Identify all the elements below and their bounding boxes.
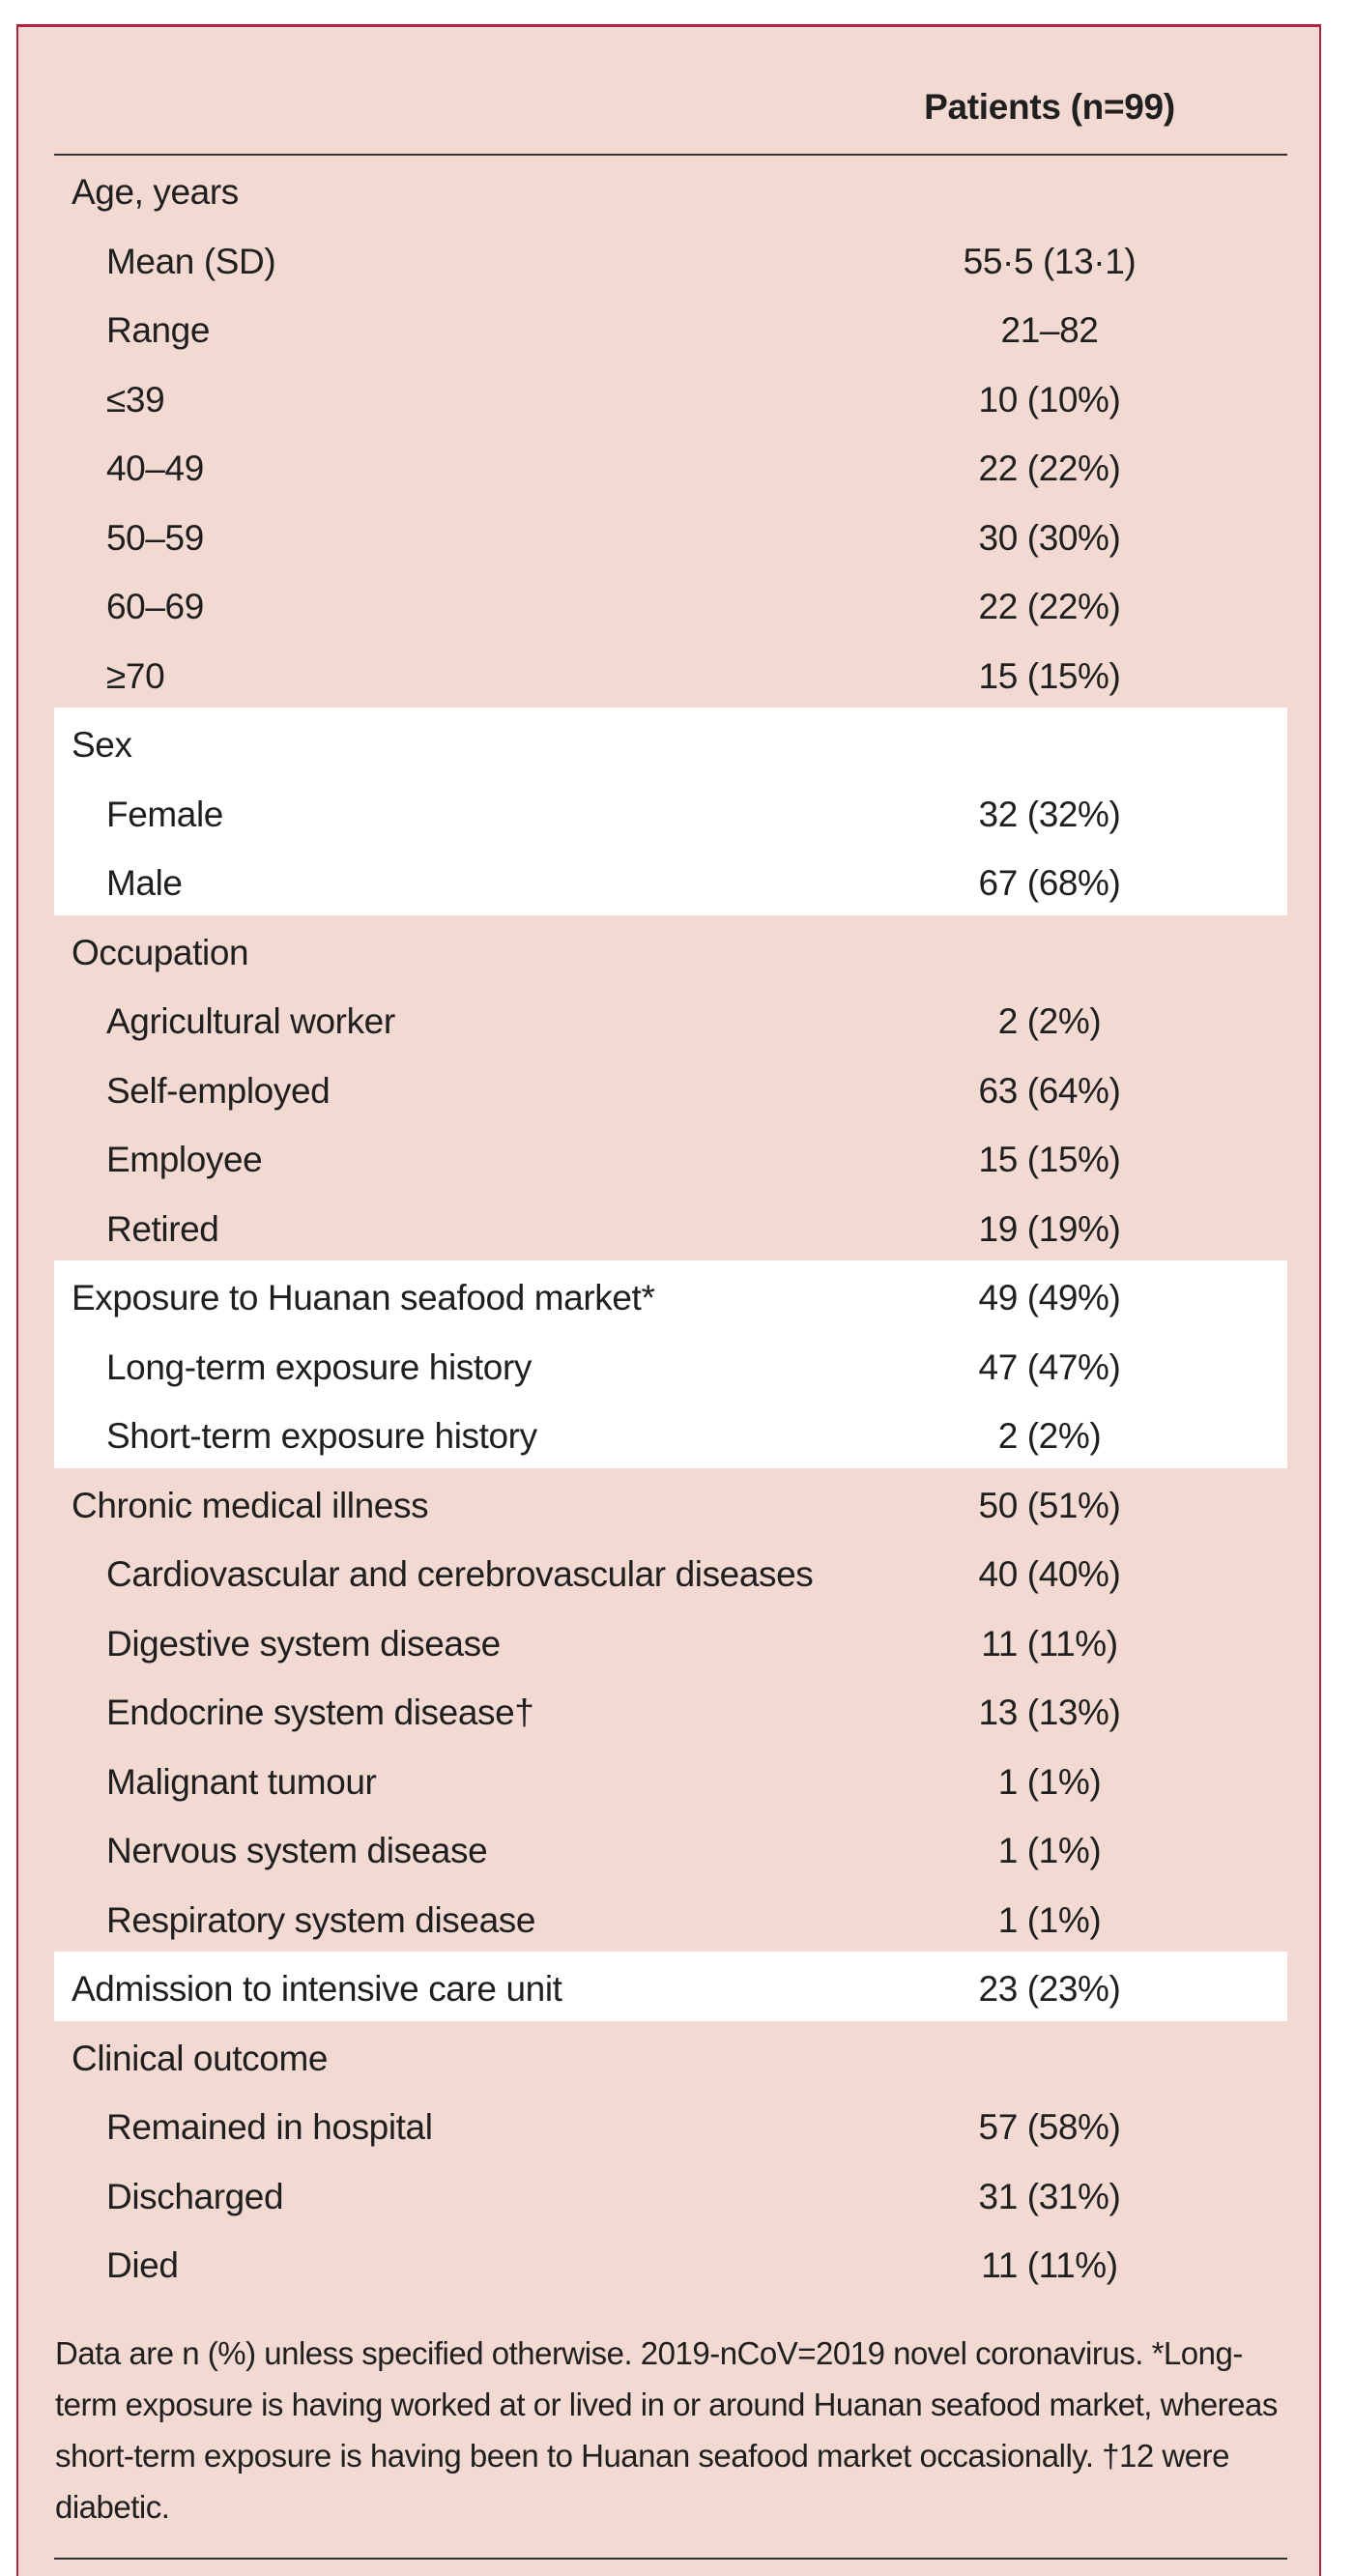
row-label: ≤39 [106, 379, 165, 420]
table-row [54, 501, 1287, 570]
table-row [54, 1745, 1287, 1814]
table-row [54, 2021, 1287, 2091]
row-label: Employee [106, 1140, 263, 1179]
table-row [54, 155, 1287, 224]
row-value: 30 (30%) [978, 517, 1121, 558]
row-label: Self-employed [106, 1070, 331, 1111]
table-row [54, 2090, 1287, 2159]
table-row [54, 1468, 1287, 1538]
row-value: 1 (1%) [997, 1761, 1102, 1802]
table-footnote: Data are n (%) unless specified otherwise. 2019-nCoV=2019 novel coronavirus. *Long-term exposure is having worked at or lived in or around Huanan seafood market, whereas short-term exposure is having been to Huanan seafood market occasionally. †12 were diabetic. [55, 2335, 1278, 2525]
row-value: 55·5 (13·1) [963, 241, 1137, 281]
row-label: Retired [106, 1208, 219, 1249]
row-value: 57 (58%) [978, 2107, 1121, 2147]
table-row [54, 431, 1287, 501]
table-row [54, 915, 1287, 985]
row-value: 15 (15%) [978, 655, 1121, 696]
table-row [54, 1606, 1287, 1676]
row-label: Admission to intensive care unit [72, 1969, 562, 2009]
table-row [54, 1330, 1287, 1400]
row-value: 11 (11%) [981, 1623, 1118, 1664]
row-label: Remained in hospital [106, 2107, 433, 2147]
table-row [54, 293, 1287, 362]
row-label: Clinical outcome [72, 2038, 329, 2078]
table-row [54, 1122, 1287, 1192]
table-row [54, 1537, 1287, 1606]
table-row [54, 1675, 1287, 1745]
row-value: 21–82 [1000, 310, 1099, 350]
row-label: Respiratory system disease [106, 1899, 536, 1940]
row-value: 2 (2%) [997, 1001, 1102, 1041]
table-row [54, 777, 1287, 847]
column-header: Patients (n=99) [924, 87, 1175, 127]
row-label: Endocrine system disease† [106, 1693, 534, 1732]
table-header [54, 64, 1287, 156]
row-value: 32 (32%) [978, 794, 1121, 834]
table-row [54, 1952, 1287, 2021]
row-label: Died [106, 2245, 179, 2285]
row-label: Sex [72, 725, 132, 765]
row-value: 23 (23%) [978, 1969, 1121, 2009]
table-body [54, 155, 1287, 2298]
row-label: Range [106, 310, 211, 350]
table-row [54, 1260, 1287, 1330]
row-label: Occupation [72, 932, 249, 972]
row-label: Female [106, 794, 223, 834]
row-label: Long-term exposure history [106, 1346, 532, 1387]
table-row [54, 984, 1287, 1054]
row-label: Digestive system disease [106, 1623, 501, 1664]
bottom-rule [54, 2558, 1287, 2560]
table-row [54, 639, 1287, 709]
row-value: 11 (11%) [981, 2245, 1118, 2285]
row-label: Exposure to Huanan seafood market* [72, 1278, 655, 1317]
table-row [54, 2159, 1287, 2229]
row-label: Age, years [72, 172, 239, 212]
row-label: Male [106, 863, 183, 903]
row-label: Nervous system disease [106, 1831, 488, 1870]
row-value: 50 (51%) [978, 1485, 1121, 1525]
row-label: Mean (SD) [106, 241, 276, 281]
row-value: 63 (64%) [978, 1070, 1121, 1111]
row-value: 1 (1%) [997, 1899, 1102, 1940]
table-row [54, 569, 1287, 639]
row-label: Discharged [106, 2176, 284, 2216]
row-value: 49 (49%) [978, 1278, 1121, 1317]
row-value: 22 (22%) [978, 449, 1121, 488]
row-value: 67 (68%) [978, 863, 1121, 903]
table-row [54, 1883, 1287, 1953]
table-row [54, 708, 1287, 777]
row-value: 31 (31%) [978, 2176, 1121, 2216]
row-label: Chronic medical illness [72, 1485, 429, 1525]
row-value: 47 (47%) [978, 1346, 1121, 1387]
row-value: 1 (1%) [997, 1831, 1102, 1870]
table-row [54, 846, 1287, 915]
row-value: 15 (15%) [978, 1140, 1121, 1179]
table-row [54, 1192, 1287, 1261]
row-label: Agricultural worker [106, 1001, 395, 1041]
row-value: 19 (19%) [978, 1208, 1121, 1249]
table-row [54, 1054, 1287, 1123]
row-label: 40–49 [106, 449, 204, 488]
row-value: 10 (10%) [978, 379, 1121, 420]
row-label: 60–69 [106, 587, 204, 626]
table-row [54, 362, 1287, 432]
table-panel [16, 24, 1321, 2576]
row-value: 2 (2%) [997, 1416, 1102, 1456]
table-row [54, 1399, 1287, 1468]
row-value: 13 (13%) [978, 1693, 1121, 1732]
row-label: ≥70 [106, 655, 165, 696]
row-value: 40 (40%) [978, 1554, 1121, 1594]
table-row [54, 1813, 1287, 1883]
row-label: 50–59 [106, 517, 204, 558]
row-label: Malignant tumour [106, 1761, 377, 1802]
row-label: Cardiovascular and cerebrovascular diseases [106, 1554, 814, 1594]
row-label: Short-term exposure history [106, 1416, 537, 1456]
table-row [54, 224, 1287, 294]
row-value: 22 (22%) [978, 587, 1121, 626]
table-row [54, 2228, 1287, 2298]
